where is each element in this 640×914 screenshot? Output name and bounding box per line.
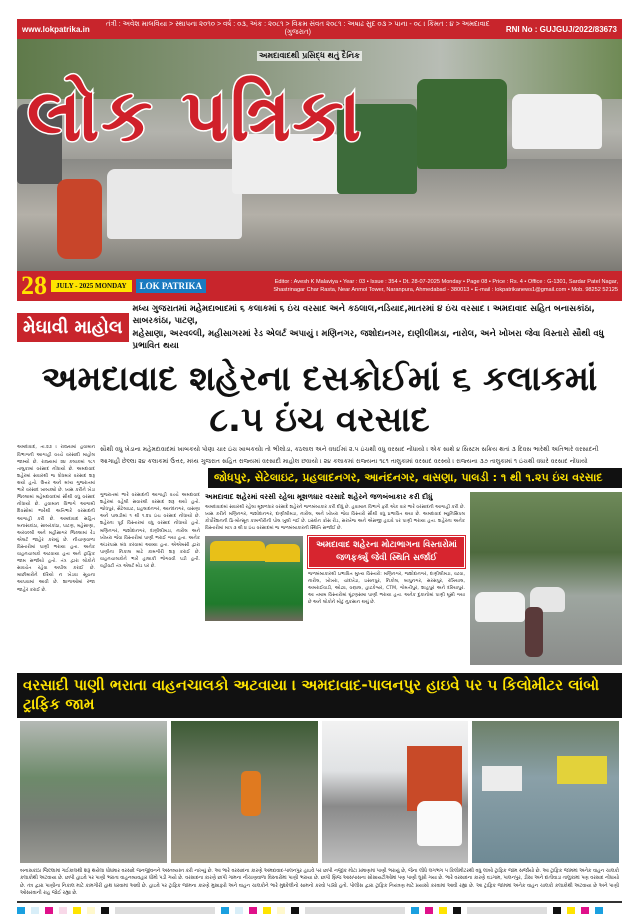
front-page (17, 19, 622, 914)
intro-summary (100, 444, 622, 468)
kicker-line-2: મહેસાણા, અરવલ્લી, મહીસાગરમાં રેડ એલર્ટ અપાયું । મણિનગર, જશોદાનગર, દાણીલીમડા, નારોલ, અને ખોખરા જેવા વિસ્તારો સૌથી વધુ પ્રભાવિત થયા (132, 328, 604, 352)
editorial-info (210, 278, 618, 295)
highlight-box: અમદાવાદ શહેરના મોટાભાગના વિસ્તારોમાં જળફર્ક્યુ જેવી સ્થિતિ સર્જાઈ (308, 536, 465, 568)
article-right (100, 444, 622, 665)
section-heading: જોધપુર, સેટેલાઇટ, પ્રહલાદનગર, આનંદનગર, વાસણા, પાલડી : ૧ થી ૧.૨૫ ઇંચ વરસાદ (208, 468, 622, 488)
left-column-text: અમદાવાદ, તા.૨૭ । રાજ્યમાં હવામાન વિભાગની આગાહી વચ્ચે વરસાદી માહોલ જામ્યો છે. રાજ્યમાં ૨૪ કલાકમાં ૧૮૧ તાલુકામાં વરસાદ નોંધાયો છે. અમદાવાદ શહેરમાં સવારથી જ ધોધમાર વરસાદ શરૂ થયો હતો. ઉત્તર અને મધ્ય ગુજરાતમાં ભારે વરસાદ ખાબક્યો છે. ખાસ કરીને ખેડા જિલ્લામાં મહેમદાવાદમાં સૌથી વધુ વરસાદ નોંધાયો છે. હવામાન વિભાગે આગામી દિવસોમાં ભારેથી અતિભારે વરસાદની આગાહી કરી છે. અમદાવાદ સહિત બનાસકાંઠા, સાબરકાંઠા, પાટણ, મહેસાણા, અરવલ્લી અને મહીસાગર જિલ્લામાં રેડ એલર્ટ જાહેર કરાયું છે. નીચાણવાળા વિસ્તારોમાં પાણી ભરાયા હતા. અનેક વાહનચાલકો અટવાયા હતા અને ટ્રાફિક જામ સર્જાયો હતો. તંત્ર દ્વારા લોકોને સાવચેત રહેવા અપીલ કરાઈ છે. માછીમારોને દરિયો ન ખેડવા સૂચના આપવામાં આવી છે. શાળાઓમાં રજા જાહેર કરાઈ છે. (17, 445, 95, 593)
flood-photo-2 (171, 721, 318, 863)
column-2-text: ગુજરાતમાં ભારે વરસાદની આગાહી વચ્ચે અમદાવાદ શહેરમાં વહેલી સવારથી વરસાદ શરૂ થયો હતો. જોધપુર, સેટેલાઇટ, પ્રહલાદનગર, આનંદનગર, વાસણા અને પાલડીમાં ૧ થી ૧.૨૫ ઇંચ વરસાદ નોંધાયો છે. શહેરના પૂર્વ વિસ્તારમાં વધુ વરસાદ નોંધાયો હતો. મણિનગર, જશોદાનગર, દાણીલીમડા, નારોલ અને ખોખરા જેવા વિસ્તારોમાં પાણી ભરાઈ ગયા હતા. અનેક અંડરપાસ બંધ કરવામાં આવ્યા હતા. એએમસી દ્વારા પાણીના નિકાલ માટે કામગીરી શરૂ કરાઈ છે. વાહનચાલકોને ભારે હાલાકી ભોગવવી પડી હતી. વહીવટી તંત્ર એલર્ટ મોડ પર છે. (100, 492, 200, 570)
flooded-road-photo (472, 721, 619, 863)
intro-line-1: સૌથી વધુ ખેડાના મહેમદાવાદમાં ખાબકયો પોણા ચાર ઇંચ ખાબકયો। તો ભીલોડા, કઠલાલ અને વઘઈમાં ૨.૫ ઇંચથી વધુ વરસાદ નોંધાયો । એક સાથે ૪ સિસ્ટમ સક્રિય થતાં ૩ દિવસ ભારેથી અતિભારે વરસાદની (100, 446, 599, 454)
article-body: અમદાવાદમાં સવારથી રહેલા મૂશળધાર વરસાદે શહેરને જળબંબાકાર કરી દીધું છે. હવામાન વિભાગે ફરી એક વાર ભારે વરસાદની આગાહી કરી છે. ખાસ કરીને મણિનગર, જશોદાનગર, દાણીલીમડા, નારોલ, અને ખોખરા જેવા વિસ્તારો સૌથી વધુ પ્રભાવિત થયા છે. અમદાવાદ મ્યુનિસિપલ કોર્પોરેશનની પ્રિ-મોન્સૂન કામગીરીની પોલ ખુલી ગઈ છે. ઇસ્કોન ક્રોસ રોડ, સરખેજ અને એસજી હાઇવે પર પાણી ભરાયા હતા. શહેરના અનેક વિસ્તારોમાં માત્ર ૩ થી ૪ ઇંચ વરસાદમાં જ જળબંબાકારની સ્થિતિ સર્જાઈ છે. (205, 504, 465, 532)
intro-line-2: આગાહી છેલ્લા ૨૪ કલાકમાં ઉત્તર, મધ્ય ગુજરાત સહિત રાજ્યમાં વરસાદી માહોલ છવાયો । ૨૪ કલાકમાં રાજ્યના ૧૮૧ તાલુકામાં વરસાદ વરસ્યો । રાજ્યના ૩૭ તાલુકામાં ૧ ઇંચથી વધારે વરસાદ નોંધાયો (100, 458, 588, 466)
flood-photo-1 (20, 721, 167, 863)
masthead-photo (17, 39, 622, 271)
top-info-bar (17, 19, 622, 39)
rain-street-photo (470, 492, 622, 665)
traffic-article-body: બનાસકાંઠા જિલ્લામાં ગઈકાલથી શરૂ થયેલા ધોધમાર વરસાદે જનજીવનને અસ્તવ્યસ્ત કરી નાખ્યું છે. આ ભારે વરસાદના કારણે અમદાવાદ-પાલનપુર હાઇવે પર છાપી નજીક મોટા પ્રમાણમાં પાણી ભરાયું છે, જેના લીધે લગભગ ૫ કિલોમીટરથી વધુ લાંબો ટ્રાફિક જામ સર્જાયો છે. આ ટ્રાફિક જામમાં અનેક વાહન ચાલકો કલાકોથી અટવાયા છે. છાપી હાઇવે પર પાણી ભરાતા વાહનવ્યવહાર ધીમો પડી ગયો છે. વરસાદના કારણે છાપી ગામના નીચાણવાળા વિસ્તારોમાં પાણી ભરાયા છે. છાપી બ્રિજ આસપાસના સોસાયટીઓમાં પણ પાણી ઘૂસી ગયા છે. ભારે વરસાદના કારણે વડગામ, પાલનપુર, ડીસા અને દાંતીવાડા તાલુકામાં પણ વરસાદ નોંધાયો છે. તંત્ર દ્વારા પાણીના નિકાલ માટે કામગીરી હાથ ધરવામાં આવી છે. હાઇવે પર ટ્રાફિક જામના કારણે મુસાફરો અને વાહન ચાલકોને ભારે મુશ્કેલીનો સામનો કરવો પડ્યો હતો. પોલીસ દ્વારા ટ્રાફિક નિયંત્રણ માટે પ્રયાસો કરવામાં આવી રહ્યા છે. આ ટ્રાફિક જામમાં અનેક વાહન ચાલકો કલાકોથી અટવાયા છે અને પાણી ઓસરવાની રાહ જોઈ રહ્યા છે. (20, 868, 619, 897)
date-bar (17, 271, 622, 301)
editorial-line-1: Editor : Avesh K Malaviya • Year : 03 • Issue : 354 • Dt. 28-07-2025 Monday • Page 08 • Price : Rs. 4 • Office : G-1301, Sardar Patel Nagar, (274, 278, 618, 285)
highlight-body: જળબંબાકારથી પ્રભાવિત મુખ્ય વિસ્તારો: મણિનગર, જશોદાનગર, દાણીલીમડા, વટવા, નારોલ, ખોખરા, ચાંદખેડા, ઇસનપુર, નિકોલ, બાપુનગર, સરસપુર, રખિયાલ, અમરાઈવાડી, ઓઢવ, વસ્ત્રાલ, હાટકેશ્વર, CTM, ગોમતીપુર, શાહપુર અને દરિયાપુર. આ તમામ વિસ્તારોમાં ઘૂંટણસમા પાણી ભરાયા હતા. અનેક દુકાનોમાં પાણી ઘૂસી ગયા છે અને લોકોને મોટું નુકસાન થયું છે. (308, 571, 465, 606)
rni-number: RNI No : GUJGUJ/2022/83673 (505, 24, 617, 34)
main-article (17, 444, 622, 665)
main-headline: અમદાવાદ શહેરના દસક્રોઈમાં ૬ કલાકમાં ૮.૫ ઇંચ વરસાદ (41, 358, 598, 440)
article-subheading: અમદાવાદ શહેરમાં વરસી રહેલા મૂશળધાર વરસાદે શહેરને જળબંબાકાર કરી દીધું (205, 491, 433, 501)
brand-label: LOK PATRIKA (136, 279, 206, 293)
kicker-text (133, 303, 622, 353)
article-middle (205, 492, 465, 665)
auto-rickshaw-photo (205, 536, 303, 621)
kicker-label: મેઘાવી માહોલ (17, 313, 129, 342)
kicker-line-1: મધ્ય ગુજરાતમાં મહેમદાબાદમાં ૬ કલાકમાં ૬ ઇંચ વરસાદ અને કઠલાલ,નડિયાદ,માતરમાં ૪ ઇંચ વરસાદ । અમદાવાદ સહિત બનાસકાંઠા, સાબરકાંઠા, પાટણ, (132, 304, 595, 327)
tagline: અમદાવાદથી પ્રસિદ્ધ થતું દૈનિક (259, 51, 360, 60)
traffic-jam-photo (322, 721, 469, 863)
issue-info: તંત્રી : અવેશ માલવિયા > સ્થાપના ૨૦૧૦ > વર્ષ : ૦૩, અંક : ૨૦૮૧ > વિક્રમ સંવત ૨૦૮૧ : અષાઢ સુદ ૦૩ > પાના - ૦૮ । કિંમત : ૪ > અમદાવાદ (ગુજરાત) (105, 21, 490, 36)
traffic-headline: વરસાદી પાણી ભરાતા વાહનચાલકો અટવાયા । અમદાવાદ-પાલનપુર હાઇવે પર ૫ કિલોમીટર લાંબો ટ્રાફિક જામ (17, 673, 622, 718)
highlight-panel (308, 536, 465, 621)
date-label: JULY - 2025 MONDAY (51, 280, 132, 292)
kicker-strip (17, 301, 622, 355)
logo: લોક પત્રિકા (27, 73, 364, 157)
day-number: 28 (21, 271, 47, 300)
footer-rule (17, 901, 622, 903)
website-url: www.lokpatrika.in (22, 24, 90, 34)
traffic-photos (17, 721, 622, 863)
editorial-line-2: Shastrinagar Char Rasta, Near Anmol Tower, Naranpura, Ahmedabad - 380013 • E-mail : lokpatrikanews1@gmail.com • Mob. 98252 52125 (273, 287, 618, 293)
print-color-bar (17, 907, 622, 914)
